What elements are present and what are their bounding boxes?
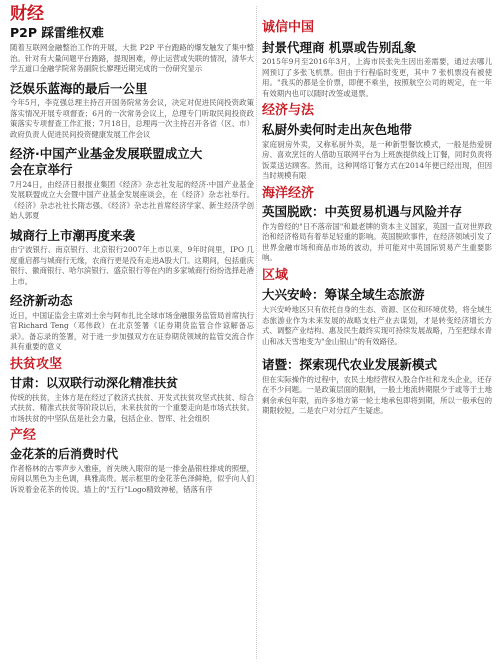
article-body: 大兴安岭地区只有依托自身的生态、资源、区位和环境优势，将全域生态旅游业作为未来发展的战略支柱产业去谋划，才是转变经济增长方式、调整产业结构、惠及民生最终实现可持续发展战略，乃至把绿水青山和冰天雪地变为"金山银山"的有效路径。 (262, 305, 492, 346)
article-body: 作为曾经的"日不落帝国"和最老牌的资本主义国家，英国一直对世界政治和经济格局有着举足轻重的影响。英国脱欧事件，在经济领域引发了世界金融市场和商品市场的波动，并可能对中英国际贸易产生重要影响。 (262, 221, 492, 263)
article-news[interactable] (10, 293, 254, 353)
article-camellia[interactable] (10, 447, 254, 496)
article-title[interactable]: 经济·中国产业基金发展联盟成立大会在京举行 (10, 146, 203, 177)
article-title[interactable]: 私厨外卖何时走出灰色地带 (262, 121, 413, 137)
section-integrity-heading: 诚信中国 (262, 20, 315, 35)
article-body: 7月24日，由经济日报报业集团《经济》杂志社发起的经济·中国产业基金发展联盟成立大会暨中国产业基金发展座谈会，在《经济》杂志社举行。《经济》杂志社社长隋志强、《经济》杂志社首席经济学家、新生经济学创始人郭夏 (10, 179, 254, 221)
article-city-banks[interactable] (10, 228, 254, 288)
article-title[interactable]: 经济新动态 (10, 293, 73, 309)
article-body: 传统的扶贫，主体方是在经过了救济式扶贫、开发式扶贫攻坚式扶贫、综合式扶贫、精准式扶贫等阶段以后，未来扶贫的一个重要走向是市场式扶贫。市场扶贫的中坚队伍是社会力量，包括企业、智库、社会组织 (10, 392, 254, 423)
article-body: 由宁波银行、南京银行、北京银行2007年上市以来，9年时间里，IPO 几度重启都与城商行无缘，农商行更是没有走进A股大门。这期间，包括重庆银行、徽商银行、哈尔滨银行、盛京银行等在内的多家城商行纷纷选择赴港上市。 (10, 245, 254, 286)
article-daxinganling[interactable] (262, 287, 492, 347)
article-body: 今年5月，李克强总理主持召开国务院常务会议，决定对促进民间投资政策落实情况开展专项督查；6月的一次常务会议上，总理专门听取民间投资政策落实专项督查工作汇报；7月18日，总理再一次主持召开各省（区、市）政府负责人促进民间投资健康发展工作会议 (10, 98, 254, 139)
article-title[interactable]: 泛娱乐蓝海的最后一公里 (10, 80, 148, 96)
section-poverty-heading: 扶贫攻坚 (10, 356, 63, 372)
article-industry-fund[interactable] (10, 146, 254, 221)
article-body: 作者格林的古零声步入雅座，首先映入眼帘的是一排金晶银柱排成的照壁，房间以黑色为主色调，典雅高贵。展示框里的金花茶色泽鲜艳，似乎向人们诉说着金花茶的传说。墙上的"五行"Logo精致神秘，错落有序 (10, 463, 254, 494)
article-p2p[interactable] (10, 25, 254, 74)
article-gansu[interactable] (10, 376, 254, 425)
article-brexit[interactable] (262, 204, 492, 264)
right-column (262, 0, 492, 417)
article-title[interactable]: 英国脱欧：中英贸易机遇与风险并存 (262, 204, 463, 220)
section-law-heading: 经济与法 (262, 103, 315, 119)
article-title[interactable]: 城商行上市潮再度来袭 (10, 227, 136, 243)
article-entertainment[interactable] (10, 81, 254, 141)
left-column (10, 0, 254, 495)
article-body: 随着互联网金融整治工作的开展，大批 P2P 平台跑路的爆发触发了集中整治。针对有大量问题平台跑路，提现困难，停止运营或失联的情况，清华大学五道口金融学院常务副院长廖理近期完成的一份研究显示 (10, 43, 254, 74)
article-private-kitchen[interactable] (262, 122, 492, 182)
article-title[interactable]: P2P 踩雷维权难 (10, 25, 104, 41)
article-airfare[interactable] (262, 40, 492, 100)
article-title[interactable]: 封景代理商 机票或告别乱象 (262, 39, 417, 55)
article-zhuji[interactable] (262, 357, 492, 417)
article-title[interactable]: 甘肃：以双联行动深化精准扶贫 (10, 375, 179, 390)
article-body: 但在实际操作的过程中，农民土地经营权入股合作社和龙头企业，还存在不少问题。一是政策层面的限制，一般土地流转期限少于或等于土地剩余承包年限，而许多地方第一轮土地承包即将到期，所以一般承包的期限较短。二是农户对分红产生疑虑。 (262, 374, 492, 416)
article-title[interactable]: 大兴安岭：筹谋全域生态旅游 (262, 287, 425, 303)
article-title[interactable]: 诸暨：探索现代农业发展新模式 (262, 357, 438, 373)
section-industry-heading: 产经 (10, 428, 37, 444)
section-finance-heading: 财经 (10, 4, 44, 24)
article-body: 近日，中国证监会主席刘士余与阿布扎比全球市场金融服务监管局首席执行官Richard Teng（邓伟政）在北京签署《证券期货监管合作谅解备忘录》。备忘录的签署，对于进一步加强双方在证券期货领域的监管交流合作具有重要的意义 (10, 310, 254, 352)
article-body: 2015年9月至2016年3月，上海市民张先生因出差需要，通过去哪儿网预订了多张飞机票。但由于行程临时变更，其中 7 张机票没有被使用。"我买的都是全价票，即便不乘坐，按照航空公司的规定，在一年有效期内也可以随时改签或退票。 (262, 57, 492, 98)
section-region-heading: 区域 (262, 267, 289, 283)
article-title[interactable]: 金花茶的后消费时代 (10, 446, 119, 461)
section-ocean-heading: 海洋经济 (262, 185, 315, 201)
article-body: 家庭厨房外卖，又称私厨外卖，是一种新型餐饮模式，一般是热爱厨房、喜欢烹饪的人借助互联网平台为上班族提供线上订餐，同时负责将饭菜送达顾客。然而，这种网络订餐方式在2014年便已经出现，但因当时规模有限 (262, 139, 492, 181)
column-divider (256, 6, 257, 659)
